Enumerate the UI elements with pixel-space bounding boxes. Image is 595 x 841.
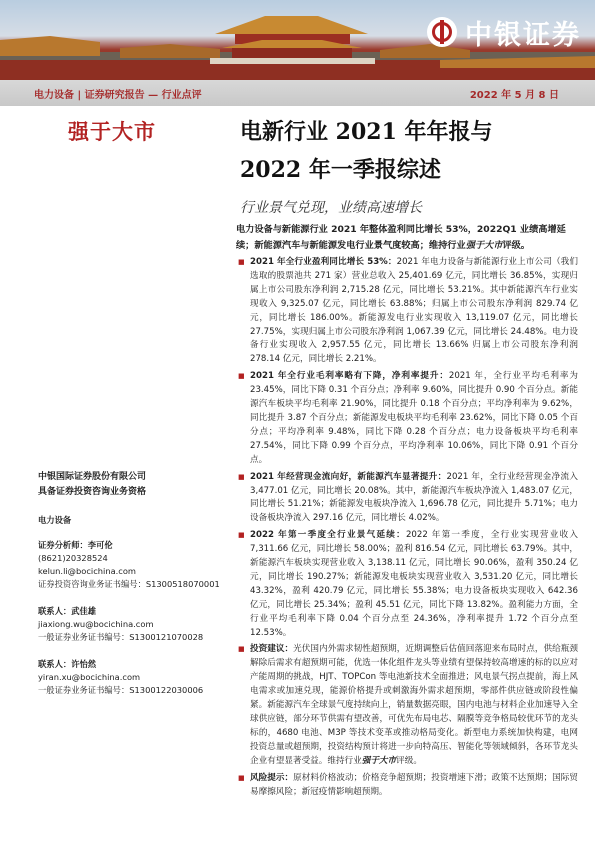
contact-cert: 一般证券业务证书编号：S1300121070028 <box>38 632 204 642</box>
contact-name: 联系人：武佳雄 <box>38 606 97 616</box>
analyst-block <box>38 539 223 591</box>
key-point <box>238 256 578 367</box>
key-point-body: 2022 年第一季度，全行业实现营业收入 7,311.66 亿元，同比增长 58.00%；盈利 816.54 亿元，同比增长 63.79%。其中，新能源汽车板块实现营业收入 3,138.11 亿元，同比增长 90.06%，盈利 350.24 亿元，同比增长 190.27%；新能源发电板块实现营业收入 3,531.20 亿元，同比增长 43.32%，盈利 420.79 亿元，同比增长 55.38%；电力设备板块实现收入 642.36 亿元，同比增长 25.34%；盈利 45.51 亿元，同比下降 13.82%。盈利能力方面，全行业平均毛利率下降 0.04 个百分点至 24.36%，净利率提升 1.72 个百分点至 12.53%。 <box>250 530 579 638</box>
lead-end: 评级。 <box>502 240 530 251</box>
key-point-body: 2021 年电力设备与新能源行业上市公司（我们选取的股票池共 271 家）营业总收入 25,401.69 亿元，同比增长 36.85%，实现归属上市公司股东净利润 2,715.28 亿元，同比增长 53.21%。其中新能源汽车行业实现收入 9,325.07 亿元，同比增长 63.88%；归属上市公司股东净利润 829.74 亿元，同比增长 186.00%。新能源发电行业实现收入 13,119.07 亿元，同比增长 27.75%，实现归属上市公司股东净利润 1,067.39 亿元，同比增长 24.48%。电力设备行业实现收入 2,957.55 亿元，同比增长 13.66% 归属上市公司股东净利润 278.14 亿元，同比增长 2.21%。 <box>250 257 578 365</box>
key-point <box>238 370 578 467</box>
summary-lead <box>236 222 576 254</box>
analyst-name: 证券分析师：李可伦 <box>38 540 113 550</box>
contact-block <box>38 605 223 644</box>
report-subtitle: 行业景气兑现，业绩高速增长 <box>240 200 422 216</box>
analyst-cert: 证券投资咨询业务证书编号：S1300518070001 <box>38 579 220 589</box>
key-point-heading: 投资建议： <box>250 644 294 655</box>
contact-email[interactable]: jiaxiong.wu@bocichina.com <box>38 619 154 629</box>
report-title <box>240 113 580 189</box>
key-point <box>238 643 578 768</box>
header-banner <box>0 0 595 80</box>
key-point <box>238 772 578 800</box>
brand-name: 中银证券 <box>465 19 581 51</box>
contact-email[interactable]: yiran.xu@bocichina.com <box>38 672 141 682</box>
brand-logo <box>427 12 581 52</box>
author-sidebar <box>38 470 223 711</box>
key-point-heading: 2021 年全行业盈利同比增长 53%： <box>250 257 397 267</box>
bank-of-china-logo-icon <box>427 17 457 47</box>
contact-name: 联系人：许怡然 <box>38 659 97 669</box>
firm-qualification: 具备证券投资咨询业务资格 <box>38 487 147 497</box>
firm-name: 中银国际证券股份有限公司 <box>38 472 147 482</box>
key-point <box>238 529 578 640</box>
key-point <box>238 471 578 527</box>
key-point-body: 2021 年，全行业平均毛利率为 23.45%，同比下降 0.31 个百分点；净利率 9.60%，同比提升 0.90 个百分点。新能源汽车板块平均毛利率 21.90%，同比提升 0.18 个百分点；平均净利率为 9.62%，同比提升 3.87 个百分点；新能源发电板块平均毛利率 23.62%，同比下降 0.05 个百分点；平均净利率 9.48%，同比下降 0.28 个百分点；电力设备板块平均毛利率 27.54%，同比下降 0.99 个百分点，平均净利率 10.06%，同比下降 0.91 个百分点。 <box>250 371 578 465</box>
sidebar-industry: 电力设备 <box>38 515 72 525</box>
lead-rating: 强于大市 <box>465 240 503 251</box>
key-point-heading: 2021 年全行业毛利率略有下降，净利率提升： <box>250 371 449 382</box>
key-point-rating: 强于大市 <box>361 755 397 766</box>
lead-text: 电力设备与新能源行业 2021 年整体盈利同比增长 53%，2022Q1 业绩高增延续；新能源汽车与新能源发电行业景气度较高；维持行业 <box>236 224 566 251</box>
contact-block <box>38 658 223 697</box>
key-points-list <box>238 256 578 802</box>
key-point-heading: 2022 年第一季度全行业景气延续： <box>250 530 406 541</box>
report-category: 电力设备 | 证券研究报告 — 行业点评 <box>34 89 202 101</box>
title-line-1: 电新行业 2021 年年报与 <box>240 119 493 145</box>
analyst-email[interactable]: kelun.li@bocichina.com <box>38 566 137 576</box>
report-date: 2022 年 5 月 8 日 <box>469 89 559 101</box>
key-point-heading: 风险提示： <box>250 772 294 783</box>
key-point-heading: 2021 年经营现金流向好，新能源汽车显著提升： <box>250 471 447 482</box>
key-point-body: 2021 年，全行业经营现金净流入 3,477.01 亿元，同比增长 20.08%。其中，新能源汽车板块净流入 1,483.07 亿元，同比增长 51.21%；新能源发电板块净流入 1,696.78 亿元，同比提升 5.71%；电力设备板块净流入 297.16 亿元，同比增长 4.02%。 <box>250 471 578 524</box>
title-line-2: 2022 年一季报综述 <box>240 157 441 183</box>
analyst-phone: (8621)20328524 <box>38 553 108 563</box>
contact-cert: 一般证券业务证书编号：S1300122030006 <box>38 685 204 695</box>
key-point-tail: 评级。 <box>396 755 422 766</box>
industry-rating: 强于大市 <box>68 119 156 144</box>
key-point-body: 光伏国内外需求韧性超预期，近期调整后估值回落迎来布局时点，供给瓶颈解除后需求有超预期可能，优选一体化组件龙头等业绩有望保持较高增速的标的以应对产能周期的挑战，HJT、TOPCon 等电池新技术全面推进；风电景气拐点提前，海上风电需求或加速兑现，能源价格提升或刺激海外需求超预期，零部件供应链或阶段性偏紧。新能源汽车全球景气度持续向上，销量数据亮眼，国内电池与材料企业加速导入全球供应链，部分环节供需有望改善，可优先布局电芯、隔膜等竞争格局较优环节的龙头标的，4680 电池、M3P 等技术变革或推动格局变化。新型电力系统加快构建，电网投资总量或超预期，投资结构预计将进一步向特高压、智能化等领域倾斜，各环节龙头企业有望显著受益。维持行业 <box>250 644 578 766</box>
report-header-strip <box>0 80 595 106</box>
key-point-body: 原材料价格波动；价格竞争超预期；投资增速下滑；政策不达预期；国际贸易摩擦风险；新冠疫情影响超预期。 <box>250 772 578 797</box>
